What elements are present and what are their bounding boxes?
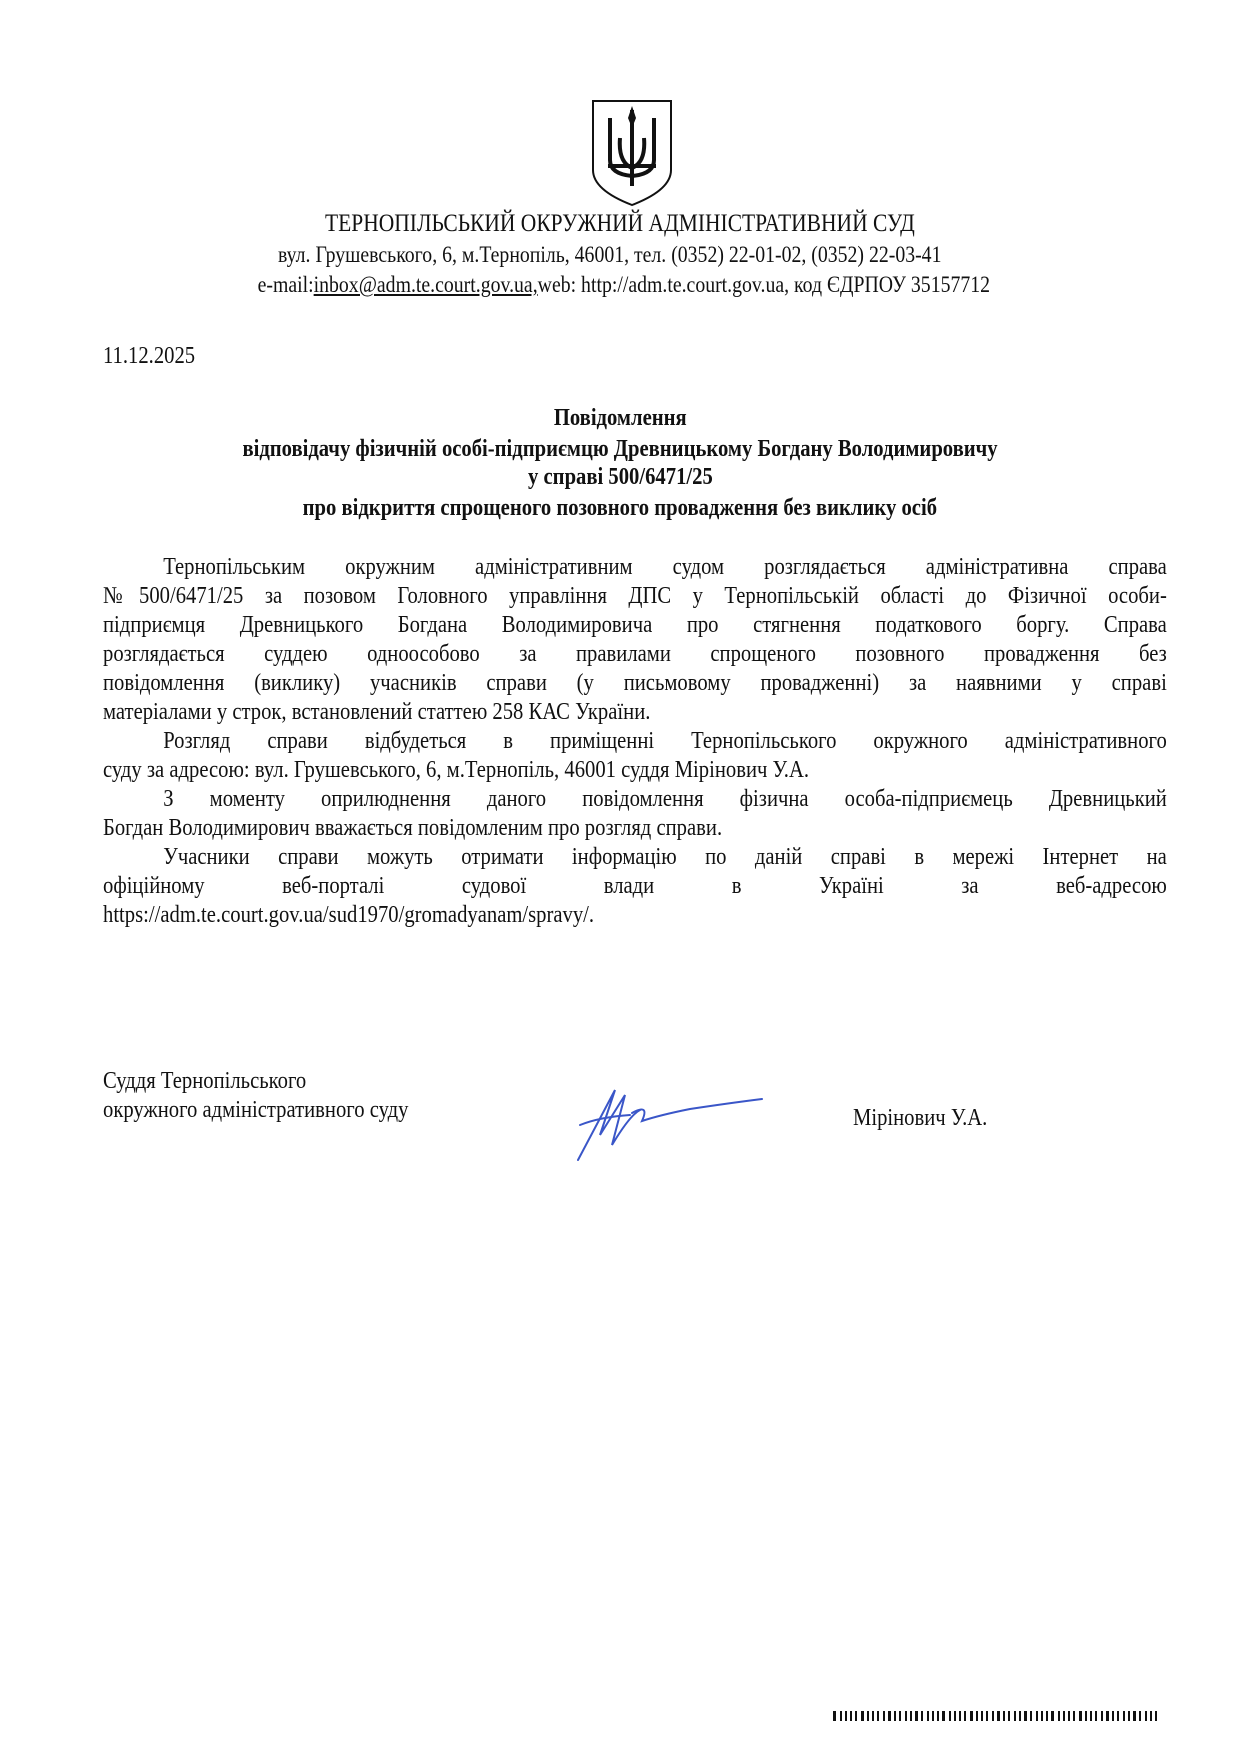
portal-url[interactable]: https://adm.te.court.gov.ua/sud1970/gromadyanam/spravy/. xyxy=(103,902,595,928)
barcode-bar xyxy=(1095,1711,1097,1721)
barcode-bar xyxy=(942,1711,945,1721)
heading-addressee: відповідачу фізичній особі-підприємцю Древницькому Богдану Володимировичу xyxy=(242,436,998,462)
barcode-bar xyxy=(1123,1711,1125,1721)
barcode-bar xyxy=(1079,1711,1082,1721)
barcode-bar xyxy=(949,1711,951,1721)
barcode-bar xyxy=(1041,1711,1043,1721)
body-line: Тернопільським окружним адміністративним судом розглядається адміністративна справа xyxy=(163,554,1167,580)
heading-subject: про відкриття спрощеного позовного провадження без виклику осіб xyxy=(302,495,938,521)
barcode-bar xyxy=(883,1711,885,1721)
court-address: вул. Грушевського, 6, м.Тернопіль, 46001, тел. (0352) 22-01-02, (0352) 22-03-41 xyxy=(278,242,942,267)
barcode-bar xyxy=(1008,1711,1010,1721)
court-name: ТЕРНОПІЛЬСЬКИЙ ОКРУЖНИЙ АДМІНІСТРАТИВНИЙ СУД xyxy=(325,210,915,237)
barcode-bar xyxy=(937,1711,939,1721)
body-line: офіційному веб-порталі судової влади в Україні за веб-адресою xyxy=(103,873,1167,899)
coat-of-arms-icon xyxy=(590,98,674,208)
barcode-bar xyxy=(1063,1711,1065,1721)
signer-position-line1: Суддя Тернопільського xyxy=(103,1068,307,1094)
barcode-bar xyxy=(1150,1711,1152,1721)
barcode-bar xyxy=(921,1711,923,1721)
barcode-bar xyxy=(986,1711,988,1721)
barcode-bar xyxy=(1058,1711,1060,1721)
barcode-bar xyxy=(861,1711,864,1721)
barcode-bar xyxy=(867,1711,869,1721)
barcode-bar xyxy=(905,1711,907,1721)
barcode-bar xyxy=(1085,1711,1087,1721)
barcode-bar xyxy=(1128,1711,1130,1721)
body-line: суду за адресою: вул. Грушевського, 6, м.Тернопіль, 46001 суддя Мірінович У.А. xyxy=(103,757,810,783)
body-line: Богдан Володимирович вважається повідомленим про розгляд справи. xyxy=(103,815,723,841)
barcode-bar xyxy=(1046,1711,1048,1721)
barcode-bar xyxy=(850,1711,852,1721)
barcode-bar xyxy=(997,1711,1000,1721)
barcode-bar xyxy=(840,1711,842,1721)
barcode-bar xyxy=(932,1711,934,1721)
barcode-bar xyxy=(1036,1711,1038,1721)
web-and-code: web: http://adm.te.court.gov.ua, код ЄДРПОУ 35157712 xyxy=(537,272,991,297)
notice-body xyxy=(103,553,1167,930)
barcode-bar xyxy=(1030,1711,1032,1721)
barcode-bar xyxy=(1101,1711,1103,1721)
barcode-bar xyxy=(954,1711,956,1721)
barcode-bar xyxy=(899,1711,901,1721)
email-label: e-mail: xyxy=(257,272,314,297)
signer-position-line2: окружного адміністративного суду xyxy=(103,1097,409,1123)
body-line: Учасники справи можуть отримати інформацію по даній справі в мережі Інтернет на xyxy=(163,844,1167,870)
barcode-bar xyxy=(959,1711,961,1721)
barcode-bar xyxy=(1068,1711,1070,1721)
body-line: повідомлення (виклику) учасників справи (у письмовому провадженні) за наявними у справі xyxy=(103,670,1167,696)
barcode-bar xyxy=(1073,1711,1075,1721)
barcode-bar xyxy=(1139,1711,1141,1721)
barcode-bar xyxy=(1133,1711,1136,1721)
barcode-bar xyxy=(888,1711,891,1721)
barcode-bar xyxy=(1112,1711,1114,1721)
body-line: Розгляд справи відбудеться в приміщенні Тернопільського окружного адміністративного xyxy=(163,728,1167,754)
barcode-bar xyxy=(1024,1711,1027,1721)
email-link[interactable]: inbox@adm.te.court.gov.ua, xyxy=(313,272,538,297)
body-line: З моменту оприлюднення даного повідомлення фізична особа-підприємець Древницький xyxy=(163,786,1167,812)
barcode xyxy=(833,1711,1159,1721)
barcode-bar xyxy=(1106,1711,1109,1721)
barcode-bar xyxy=(927,1711,929,1721)
barcode-bar xyxy=(915,1711,918,1721)
barcode-bar xyxy=(877,1711,879,1721)
body-line: №500/6471/25 за позовом Головного управління ДПС у Тернопільській області до Фізичної особи- xyxy=(103,583,1167,609)
barcode-bar xyxy=(1014,1711,1016,1721)
barcode-bar xyxy=(981,1711,983,1721)
barcode-bar xyxy=(1003,1711,1005,1721)
heading-title: Повідомлення xyxy=(553,405,687,431)
document-date: 11.12.2025 xyxy=(103,343,196,369)
barcode-bar xyxy=(910,1711,912,1721)
heading-case: у справі 500/6471/25 xyxy=(527,464,713,490)
barcode-bar xyxy=(976,1711,978,1721)
body-line: розглядається суддею одноособово за правилами спрощеного позовного провадження без xyxy=(103,641,1167,667)
barcode-bar xyxy=(1155,1711,1157,1721)
barcode-bar xyxy=(845,1711,847,1721)
barcode-bar xyxy=(872,1711,874,1721)
barcode-bar xyxy=(1145,1711,1147,1721)
barcode-bar xyxy=(1019,1711,1021,1721)
barcode-bar xyxy=(970,1711,973,1721)
barcode-bar xyxy=(833,1711,836,1721)
barcode-bar xyxy=(992,1711,994,1721)
barcode-bar xyxy=(1051,1711,1054,1721)
body-line: підприємця Древницького Богдана Володимировича про стягнення податкового боргу. Справа xyxy=(103,612,1167,638)
barcode-bar xyxy=(1090,1711,1092,1721)
barcode-bar xyxy=(1117,1711,1119,1721)
signer-name: Мірінович У.А. xyxy=(853,1105,988,1131)
barcode-bar xyxy=(855,1711,857,1721)
barcode-bar xyxy=(894,1711,896,1721)
handwritten-signature xyxy=(570,1085,770,1165)
barcode-bar xyxy=(964,1711,966,1721)
body-line: матеріалами у строк, встановлений статтею 258 КАС України. xyxy=(103,699,651,725)
court-contacts xyxy=(4,272,1240,298)
